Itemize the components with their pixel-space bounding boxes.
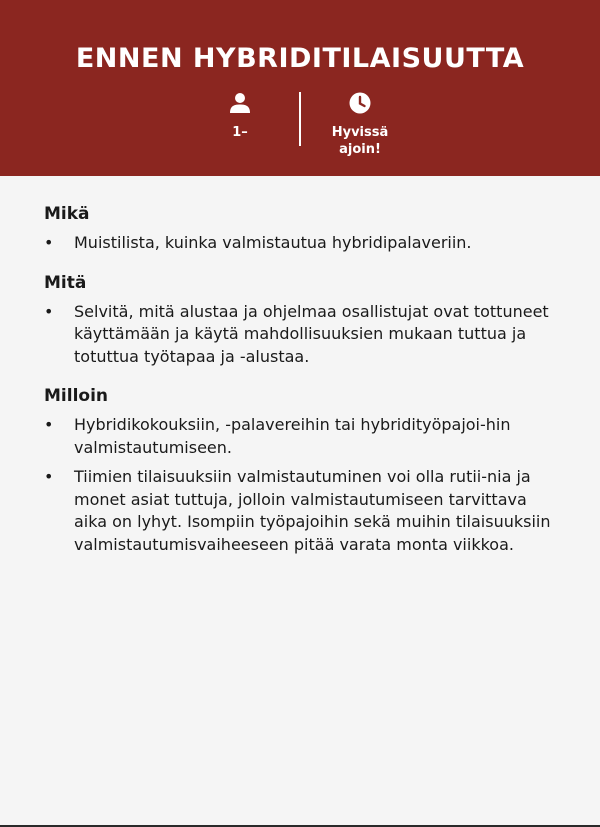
list-item: [44, 414, 554, 459]
timing-info: [310, 92, 410, 158]
list-item-text: Hybridikokouksiin, -palavereihin tai hybridityöpajoi-hin valmistautumiseen.: [74, 415, 511, 457]
list-item: [44, 232, 554, 255]
bullet: •: [44, 415, 54, 434]
timing-value-line2: ajoin!: [339, 142, 381, 157]
list-item-text: Muistilista, kuinka valmistautua hybridipalaveriin.: [74, 233, 472, 252]
section-list-mita: [44, 301, 554, 369]
section-heading-mika: Mikä: [44, 204, 90, 224]
section-list-milloin: [44, 414, 554, 556]
participants-info: [190, 92, 290, 141]
card-content: [44, 202, 554, 572]
section-heading-mita: Mitä: [44, 272, 87, 293]
list-item: [44, 301, 554, 369]
bullet: •: [44, 301, 54, 321]
bullet: •: [44, 233, 54, 252]
timing-value-line1: Hyvissä: [331, 125, 389, 140]
card-header: [0, 0, 600, 176]
list-item: [44, 466, 554, 556]
header-divider: [299, 92, 301, 146]
participants-value: 1–: [232, 125, 248, 140]
card-title: ENNEN HYBRIDITILAISUUTTA: [75, 43, 525, 74]
person-icon: [229, 92, 251, 114]
section-list-mika: [44, 232, 554, 255]
clock-icon: [349, 92, 371, 114]
list-item-text: Tiimien tilaisuuksiin valmistautuminen voi olla rutii-nia ja monet asiat tuttuja, jolloin valmistautumiseen tarvittava aika on lyhyt. Isompiin työpajoihin sekä muihin tilaisuuksiin valmistautumisvaiheeseen pitää varata monta viikkoa.: [74, 467, 551, 554]
section-heading-milloin: Milloin: [44, 386, 109, 406]
list-item-text: Selvitä, mitä alustaa ja ohjelmaa osallistujat ovat tottuneet käyttämään ja käytä mahdollisuuksien mukaan tuttua ja totuttua työtapaa ja -alustaa.: [74, 301, 549, 366]
bullet: •: [44, 467, 54, 486]
